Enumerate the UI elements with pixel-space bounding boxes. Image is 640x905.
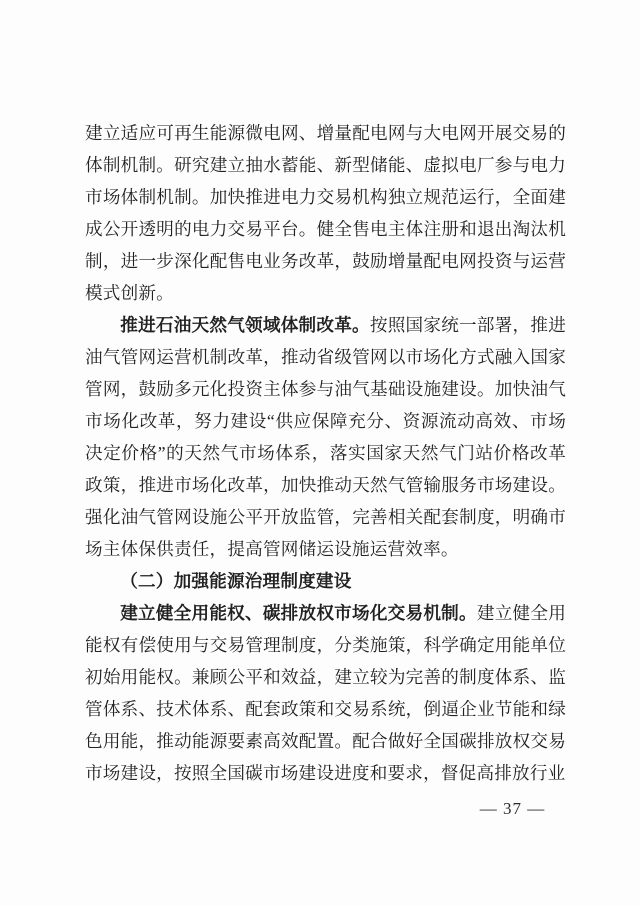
- paragraph-text: 建立健全用能权有偿使用与交易管理制度，分类施策，科学确定用能单位初始用能权。兼顾公平和效益，建立较为完善的制度体系、监管体系、技术体系、配套政策和交易系统，倒逼企业节能和绿色用能，推动能源要素高效配置。配合做好全国碳排放权交易市场建设，按照全国碳市场建设进度和要求，督促高排放行业: [85, 603, 566, 783]
- page-footer: [0, 799, 640, 819]
- paragraph-power-market: [85, 117, 566, 309]
- page-number: — 37 —: [479, 799, 546, 818]
- paragraph-bold-lead: 推进石油天然气领域体制改革。: [120, 315, 370, 335]
- paragraph-carbon-trading: [85, 597, 566, 789]
- paragraph-text: 建立适应可再生能源微电网、增量配电网与大电网开展交易的体制机制。研究建立抽水蓄能、新型储能、虚拟电厂参与电力市场体制机制。加快推进电力交易机构独立规范运行，全面建成公开透明的电力交易平台。健全售电主体注册和退出淘汰机制，进一步深化配售电业务改革，鼓励增量配电网投资与运营模式创新。: [85, 123, 566, 303]
- paragraph-oil-gas-reform: [85, 309, 566, 565]
- section-heading-energy-governance: （二）加强能源治理制度建设: [120, 571, 352, 591]
- paragraph-bold-lead: 建立健全用能权、碳排放权市场化交易机制。: [120, 603, 477, 623]
- paragraph-text: 按照国家统一部署，推进油气管网运营机制改革，推动省级管网以市场化方式融入国家管网，鼓励多元化投资主体参与油气基础设施建设。加快油气市场化改革，努力建设“供应保障充分、资源流动高效、市场决定价格”的天然气市场体系，落实国家天然气门站价格改革政策，推进市场化改革，加快推动天然气管输服务市场建设。强化油气管网设施公平开放监管，完善相关配套制度，明确市场主体保供责任，提高管网储运设施运营效率。: [85, 315, 566, 559]
- document-body: [85, 117, 566, 789]
